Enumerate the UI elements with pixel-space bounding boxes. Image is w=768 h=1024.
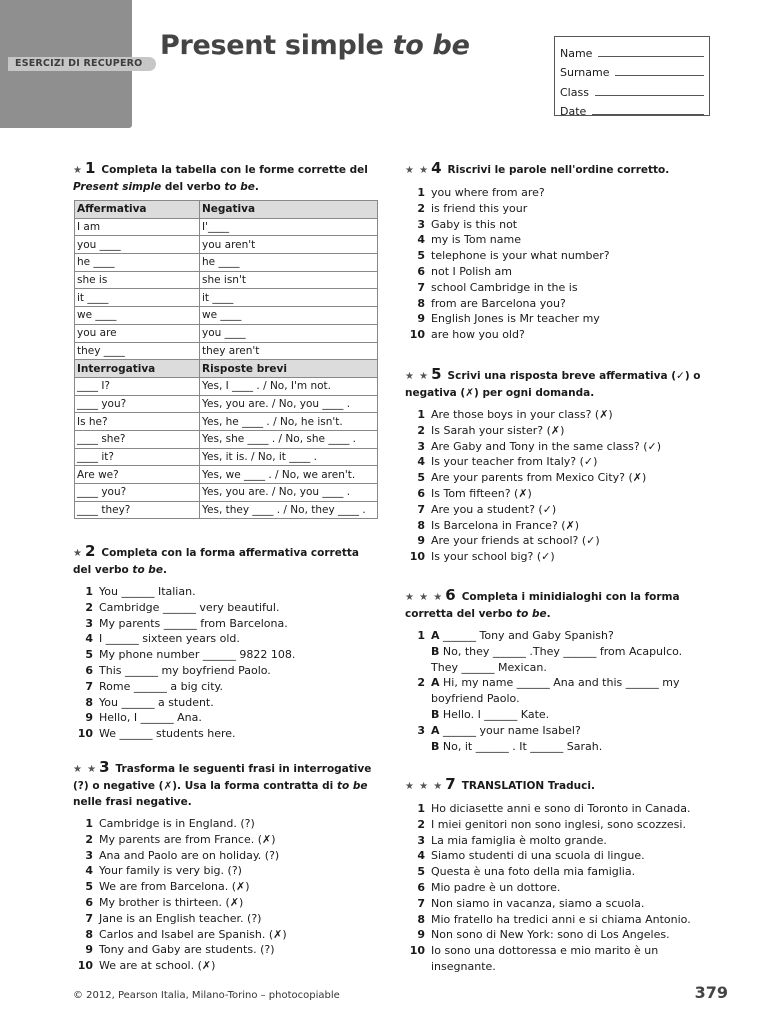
item-text: Is Barcelona in France? (✗) [431, 518, 580, 532]
item-text: not I Polish am [431, 264, 512, 278]
exercise-4 [405, 160, 725, 343]
list-item [73, 600, 373, 616]
table-cell: Yes, it is. / No, it ____ . [200, 448, 378, 466]
item-text: Your family is very big. (?) [99, 864, 242, 878]
dialogue-number [405, 707, 425, 723]
item-number: 5 [417, 249, 425, 263]
exercise-1-heading: ★ 1 Completa la tabella con le forme corrette del Present simple del verbo to be. [73, 159, 368, 193]
list-item [73, 848, 373, 864]
item-number: 1 [417, 186, 425, 199]
item-number: 7 [417, 280, 425, 294]
dialogue-number [405, 644, 425, 660]
table-cell: you ____ [200, 324, 378, 342]
dialogue-line [405, 628, 705, 644]
section-label: ESERCIZI DI RECUPERO [8, 57, 156, 71]
list-item [405, 801, 705, 817]
item-number: 3 [417, 833, 425, 847]
dialogue-line [405, 691, 705, 707]
table-row [75, 289, 378, 307]
list-item [405, 833, 705, 849]
table-cell: she isn't [200, 271, 378, 289]
exercise-3-list [73, 816, 373, 974]
item-number: 8 [417, 518, 425, 532]
dialogue-line [405, 660, 705, 676]
table-cell: it ____ [75, 289, 200, 307]
table-header-row [75, 360, 378, 378]
list-item [405, 407, 705, 423]
form-field-row [560, 60, 704, 80]
table-cell: ____ they? [75, 501, 200, 519]
dialogue-number: 2 [417, 676, 425, 690]
item-number: 2 [85, 600, 93, 614]
table-cell: Yes, we ____ . / No, we aren't. [200, 466, 378, 484]
item-text: Siamo studenti di una scuola di lingue. [431, 849, 645, 863]
item-number: 7 [417, 502, 425, 516]
table-cell: I'____ [200, 218, 378, 236]
dialogue-line-text: ______ your name Isabel? [439, 723, 581, 737]
dialogue-number [405, 660, 425, 676]
table-row [75, 236, 378, 254]
table-cell: we ____ [75, 307, 200, 325]
list-item [405, 549, 705, 565]
conjugation-table [74, 200, 378, 519]
table-cell: Yes, you are. / No, you ____ . [200, 484, 378, 502]
list-item [73, 584, 373, 600]
exercise-5-list [405, 407, 705, 565]
table-cell: they aren't [200, 342, 378, 360]
dialogue-text [431, 675, 705, 691]
item-text: My parents ______ from Barcelona. [99, 616, 288, 630]
item-number: 2 [417, 817, 425, 831]
form-field-row [560, 79, 704, 99]
item-text: Is Sarah your sister? (✗) [431, 423, 565, 437]
item-number: 2 [85, 832, 93, 846]
item-number: 4 [417, 849, 425, 863]
form-field-line [595, 95, 704, 96]
list-item [405, 248, 725, 264]
table-row [75, 218, 378, 236]
list-item [73, 816, 373, 832]
item-number: 8 [85, 927, 93, 941]
table-header-cell: Negativa [200, 201, 378, 219]
exercise-5 [405, 366, 705, 565]
dialogue-line-text: Hello. I ______ Kate. [439, 707, 550, 721]
list-item [405, 896, 705, 912]
item-number: 10 [409, 944, 425, 958]
item-text: Ho diciasette anni e sono di Toronto in Canada. [431, 802, 691, 815]
item-number: 4 [85, 864, 93, 878]
item-text: telephone is your what number? [431, 249, 610, 263]
list-item [73, 631, 373, 647]
item-number: 1 [417, 408, 425, 421]
exercise-2 [73, 543, 373, 742]
table-row [75, 484, 378, 502]
item-number: 4 [417, 455, 425, 469]
exercise-5-heading: ★ ★ 5 Scrivi una risposta breve affermativa (✓) o negativa (✗) per ogni domanda. [405, 365, 701, 399]
table-cell: ____ you? [75, 484, 200, 502]
list-item [405, 927, 705, 943]
item-text: Gaby is this not [431, 217, 518, 231]
dialogue-line-text: boyfriend Paolo. [431, 692, 520, 706]
list-item [405, 423, 705, 439]
list-item [405, 533, 705, 549]
list-item [405, 880, 705, 896]
form-field-line [615, 75, 704, 76]
form-field-line [598, 56, 704, 57]
exercise-2-list [73, 584, 373, 742]
dialogue-number [405, 739, 425, 755]
item-text: Are Gaby and Tony in the same class? (✓) [431, 439, 662, 453]
item-number: 6 [417, 264, 425, 278]
exercise-1 [73, 160, 383, 195]
item-number: 2 [417, 423, 425, 437]
dialogue-line [405, 723, 705, 739]
table-row [75, 448, 378, 466]
list-item [405, 264, 725, 280]
item-number: 9 [417, 928, 425, 942]
item-text: Are those boys in your class? (✗) [431, 408, 613, 421]
list-item [405, 327, 725, 343]
item-text: Is your teacher from Italy? (✓) [431, 455, 598, 469]
item-number: 5 [417, 865, 425, 879]
form-field-label: Surname [560, 66, 610, 79]
item-text: school Cambridge in the is [431, 280, 578, 294]
dialogue-speaker: A [431, 723, 440, 737]
item-number: 8 [417, 296, 425, 310]
list-item [405, 296, 725, 312]
list-item [73, 895, 373, 911]
list-item [73, 695, 373, 711]
item-number: 7 [417, 896, 425, 910]
list-item [405, 232, 725, 248]
dialogue-line-text: ______ Tony and Gaby Spanish? [439, 629, 614, 642]
dialogue-speaker: A [431, 629, 440, 642]
dialogue-line [405, 644, 705, 660]
table-row [75, 342, 378, 360]
table-row [75, 324, 378, 342]
item-number: 4 [85, 632, 93, 646]
dialogue-number: 1 [417, 629, 425, 642]
item-text: We ______ students here. [99, 727, 236, 741]
page-number: 379 [694, 983, 728, 1002]
exercise-3-heading: ★ ★ 3 Trasforma le seguenti frasi in interrogative (?) o negative (✗). Usa la forma contratta di to be nelle frasi negative. [73, 758, 372, 808]
dialogue-text [431, 628, 705, 644]
table-cell: ____ you? [75, 395, 200, 413]
list-item [73, 647, 373, 663]
table-header-row [75, 201, 378, 219]
table-row [75, 413, 378, 431]
list-item [405, 502, 705, 518]
item-text: La mia famiglia è molto grande. [431, 833, 607, 847]
item-text: Mio fratello ha tredici anni e si chiama Antonio. [431, 912, 691, 926]
form-field-label: Name [560, 46, 593, 60]
item-text: My parents are from France. (✗) [99, 832, 276, 846]
dialogue-speaker: A [431, 676, 440, 690]
dialogue-text [431, 707, 705, 723]
item-text: Are you a student? (✓) [431, 502, 557, 516]
item-text: Hello, I ______ Ana. [99, 711, 202, 725]
list-item [405, 486, 705, 502]
item-number: 9 [417, 312, 425, 326]
list-item [405, 912, 705, 928]
item-number: 3 [85, 848, 93, 862]
table-cell: you ____ [75, 236, 200, 254]
list-item [405, 280, 725, 296]
item-number: 5 [85, 880, 93, 894]
dialogue-number [405, 691, 425, 707]
list-item [73, 726, 373, 742]
item-text: Cambridge ______ very beautiful. [99, 600, 280, 614]
table-cell: she is [75, 271, 200, 289]
list-item [73, 679, 373, 695]
item-number: 8 [417, 912, 425, 926]
dialogue-speaker: B [431, 707, 440, 721]
list-item [405, 185, 725, 201]
list-item [405, 943, 705, 975]
list-item [405, 311, 725, 327]
table-cell: ____ I? [75, 377, 200, 395]
exercise-7-list [405, 801, 705, 975]
list-item [73, 663, 373, 679]
list-item [405, 864, 705, 880]
dialogue-text [431, 723, 705, 739]
item-number: 10 [77, 727, 93, 741]
item-number: 6 [417, 486, 425, 500]
table-row [75, 254, 378, 272]
item-number: 1 [417, 802, 425, 815]
item-text: Questa è una foto della mia famiglia. [431, 865, 636, 879]
form-field-row [560, 99, 704, 119]
list-item [73, 616, 373, 632]
table-row [75, 466, 378, 484]
form-field-label: Date [560, 105, 587, 118]
list-item [405, 518, 705, 534]
item-text: I ______ sixteen years old. [99, 632, 240, 646]
item-text: My phone number ______ 9822 108. [99, 648, 296, 662]
item-text: This ______ my boyfriend Paolo. [99, 663, 271, 677]
table-cell: you are [75, 324, 200, 342]
student-info-box [554, 36, 710, 116]
table-header-cell: Interrogativa [75, 360, 200, 378]
item-text: My brother is thirteen. (✗) [99, 895, 244, 909]
item-text: Is your school big? (✓) [431, 550, 555, 564]
table-cell: Yes, she ____ . / No, she ____ . [200, 430, 378, 448]
item-text: Non sono di New York: sono di Los Angeles. [431, 928, 670, 942]
item-number: 3 [417, 217, 425, 231]
list-item [73, 832, 373, 848]
item-text: Carlos and Isabel are Spanish. (✗) [99, 927, 287, 941]
list-item [73, 911, 373, 927]
item-text: You ______ a student. [99, 695, 214, 709]
table-cell: he ____ [200, 254, 378, 272]
table-row [75, 377, 378, 395]
dialogue-line-text: They ______ Mexican. [431, 660, 547, 674]
table-cell: Is he? [75, 413, 200, 431]
dialogue-text [431, 691, 705, 707]
table-cell: it ____ [200, 289, 378, 307]
item-text: Rome ______ a big city. [99, 679, 223, 693]
table-cell: I am [75, 218, 200, 236]
list-item [73, 879, 373, 895]
item-number: 9 [417, 534, 425, 548]
exercise-3 [73, 759, 373, 974]
item-text: Io sono una dottoressa e mio marito è un insegnante. [431, 944, 659, 973]
form-field-row [560, 40, 704, 60]
list-item [405, 217, 725, 233]
exercise-6 [405, 587, 705, 754]
table-cell: you aren't [200, 236, 378, 254]
item-number: 9 [85, 943, 93, 957]
item-number: 5 [85, 648, 93, 662]
item-number: 1 [85, 817, 93, 830]
list-item [405, 201, 725, 217]
dialogue-text [431, 739, 705, 755]
item-number: 5 [417, 471, 425, 485]
dialogue-line-text: Hi, my name ______ Ana and this ______ my [439, 676, 680, 690]
table-row [75, 430, 378, 448]
item-text: my is Tom name [431, 233, 521, 247]
item-text: Cambridge is in England. (?) [99, 817, 255, 830]
table-cell: he ____ [75, 254, 200, 272]
list-item [405, 439, 705, 455]
exercise-6-dialogues [405, 628, 705, 754]
table-row [75, 307, 378, 325]
dialogue-text [431, 660, 705, 676]
item-text: Is Tom fifteen? (✗) [431, 486, 532, 500]
item-text: are how you old? [431, 328, 525, 342]
list-item [73, 958, 373, 974]
form-field-label: Class [560, 85, 589, 99]
item-number: 3 [85, 616, 93, 630]
item-number: 10 [409, 328, 425, 342]
item-text: Tony and Gaby are students. (?) [99, 943, 275, 957]
item-number: 6 [85, 895, 93, 909]
copyright-footer: © 2012, Pearson Italia, Milano-Torino – photocopiable [73, 990, 340, 1001]
table-cell: ____ she? [75, 430, 200, 448]
item-number: 7 [85, 679, 93, 693]
item-text: Mio padre è un dottore. [431, 880, 561, 894]
table-cell: ____ it? [75, 448, 200, 466]
dialogue-line-text: No, they ______ .They ______ from Acapulco. [439, 644, 683, 658]
dialogue-number: 3 [417, 723, 425, 737]
item-number: 9 [85, 711, 93, 725]
table-cell: Yes, you are. / No, you ____ . [200, 395, 378, 413]
item-number: 7 [85, 911, 93, 925]
item-text: is friend this your [431, 201, 528, 215]
exercise-4-list [405, 185, 725, 343]
table-row [75, 501, 378, 519]
item-number: 8 [85, 695, 93, 709]
dialogue-line [405, 739, 705, 755]
item-text: Non siamo in vacanza, siamo a scuola. [431, 896, 645, 910]
item-text: Are your parents from Mexico City? (✗) [431, 471, 647, 485]
item-text: Are your friends at school? (✓) [431, 534, 600, 548]
item-text: English Jones is Mr teacher my [431, 312, 600, 326]
dialogue-line [405, 675, 705, 691]
page-title: Present simple to be [160, 30, 470, 61]
table-cell: Are we? [75, 466, 200, 484]
exercise-4-heading: ★ ★ 4 Riscrivi le parole nell'ordine corretto. [405, 159, 670, 177]
item-text: Ana and Paolo are on holiday. (?) [99, 848, 280, 862]
list-item [405, 454, 705, 470]
table-header-cell: Affermativa [75, 201, 200, 219]
item-text: We are from Barcelona. (✗) [99, 880, 250, 894]
table-cell: we ____ [200, 307, 378, 325]
item-number: 6 [417, 880, 425, 894]
table-cell: they ____ [75, 342, 200, 360]
item-text: You ______ Italian. [99, 585, 196, 598]
dialogue-speaker: B [431, 739, 440, 753]
item-number: 10 [77, 959, 93, 973]
dialogue-speaker: B [431, 644, 440, 658]
table-row [75, 271, 378, 289]
item-number: 2 [417, 201, 425, 215]
item-number: 4 [417, 233, 425, 247]
dialogue-line-text: No, it ______ . It ______ Sarah. [439, 739, 603, 753]
list-item [405, 848, 705, 864]
dialogue-line [405, 707, 705, 723]
list-item [73, 927, 373, 943]
item-number: 6 [85, 663, 93, 677]
form-field-line [592, 114, 704, 115]
table-cell: Yes, they ____ . / No, they ____ . [200, 501, 378, 519]
list-item [73, 710, 373, 726]
item-number: 10 [409, 550, 425, 564]
list-item [73, 863, 373, 879]
dialogue-text [431, 644, 705, 660]
table-header-cell: Risposte brevi [200, 360, 378, 378]
list-item [405, 817, 705, 833]
exercise-7 [405, 776, 705, 975]
table-row [75, 395, 378, 413]
item-text: Jane is an English teacher. (?) [99, 911, 262, 925]
exercise-7-heading: ★ ★ ★ 7 TRANSLATION Traduci. [405, 775, 595, 793]
item-text: We are at school. (✗) [99, 959, 216, 973]
item-number: 3 [417, 439, 425, 453]
item-text: from are Barcelona you? [431, 296, 566, 310]
item-text: you where from are? [431, 186, 545, 199]
item-number: 1 [85, 585, 93, 598]
exercise-2-heading: ★ 2 Completa con la forma affermativa corretta del verbo to be. [73, 542, 359, 576]
table-cell: Yes, he ____ . / No, he isn't. [200, 413, 378, 431]
exercise-6-heading: ★ ★ ★ 6 Completa i minidialoghi con la forma corretta del verbo to be. [405, 586, 680, 620]
list-item [405, 470, 705, 486]
table-cell: Yes, I ____ . / No, I'm not. [200, 377, 378, 395]
list-item [73, 942, 373, 958]
item-text: I miei genitori non sono inglesi, sono scozzesi. [431, 817, 686, 831]
